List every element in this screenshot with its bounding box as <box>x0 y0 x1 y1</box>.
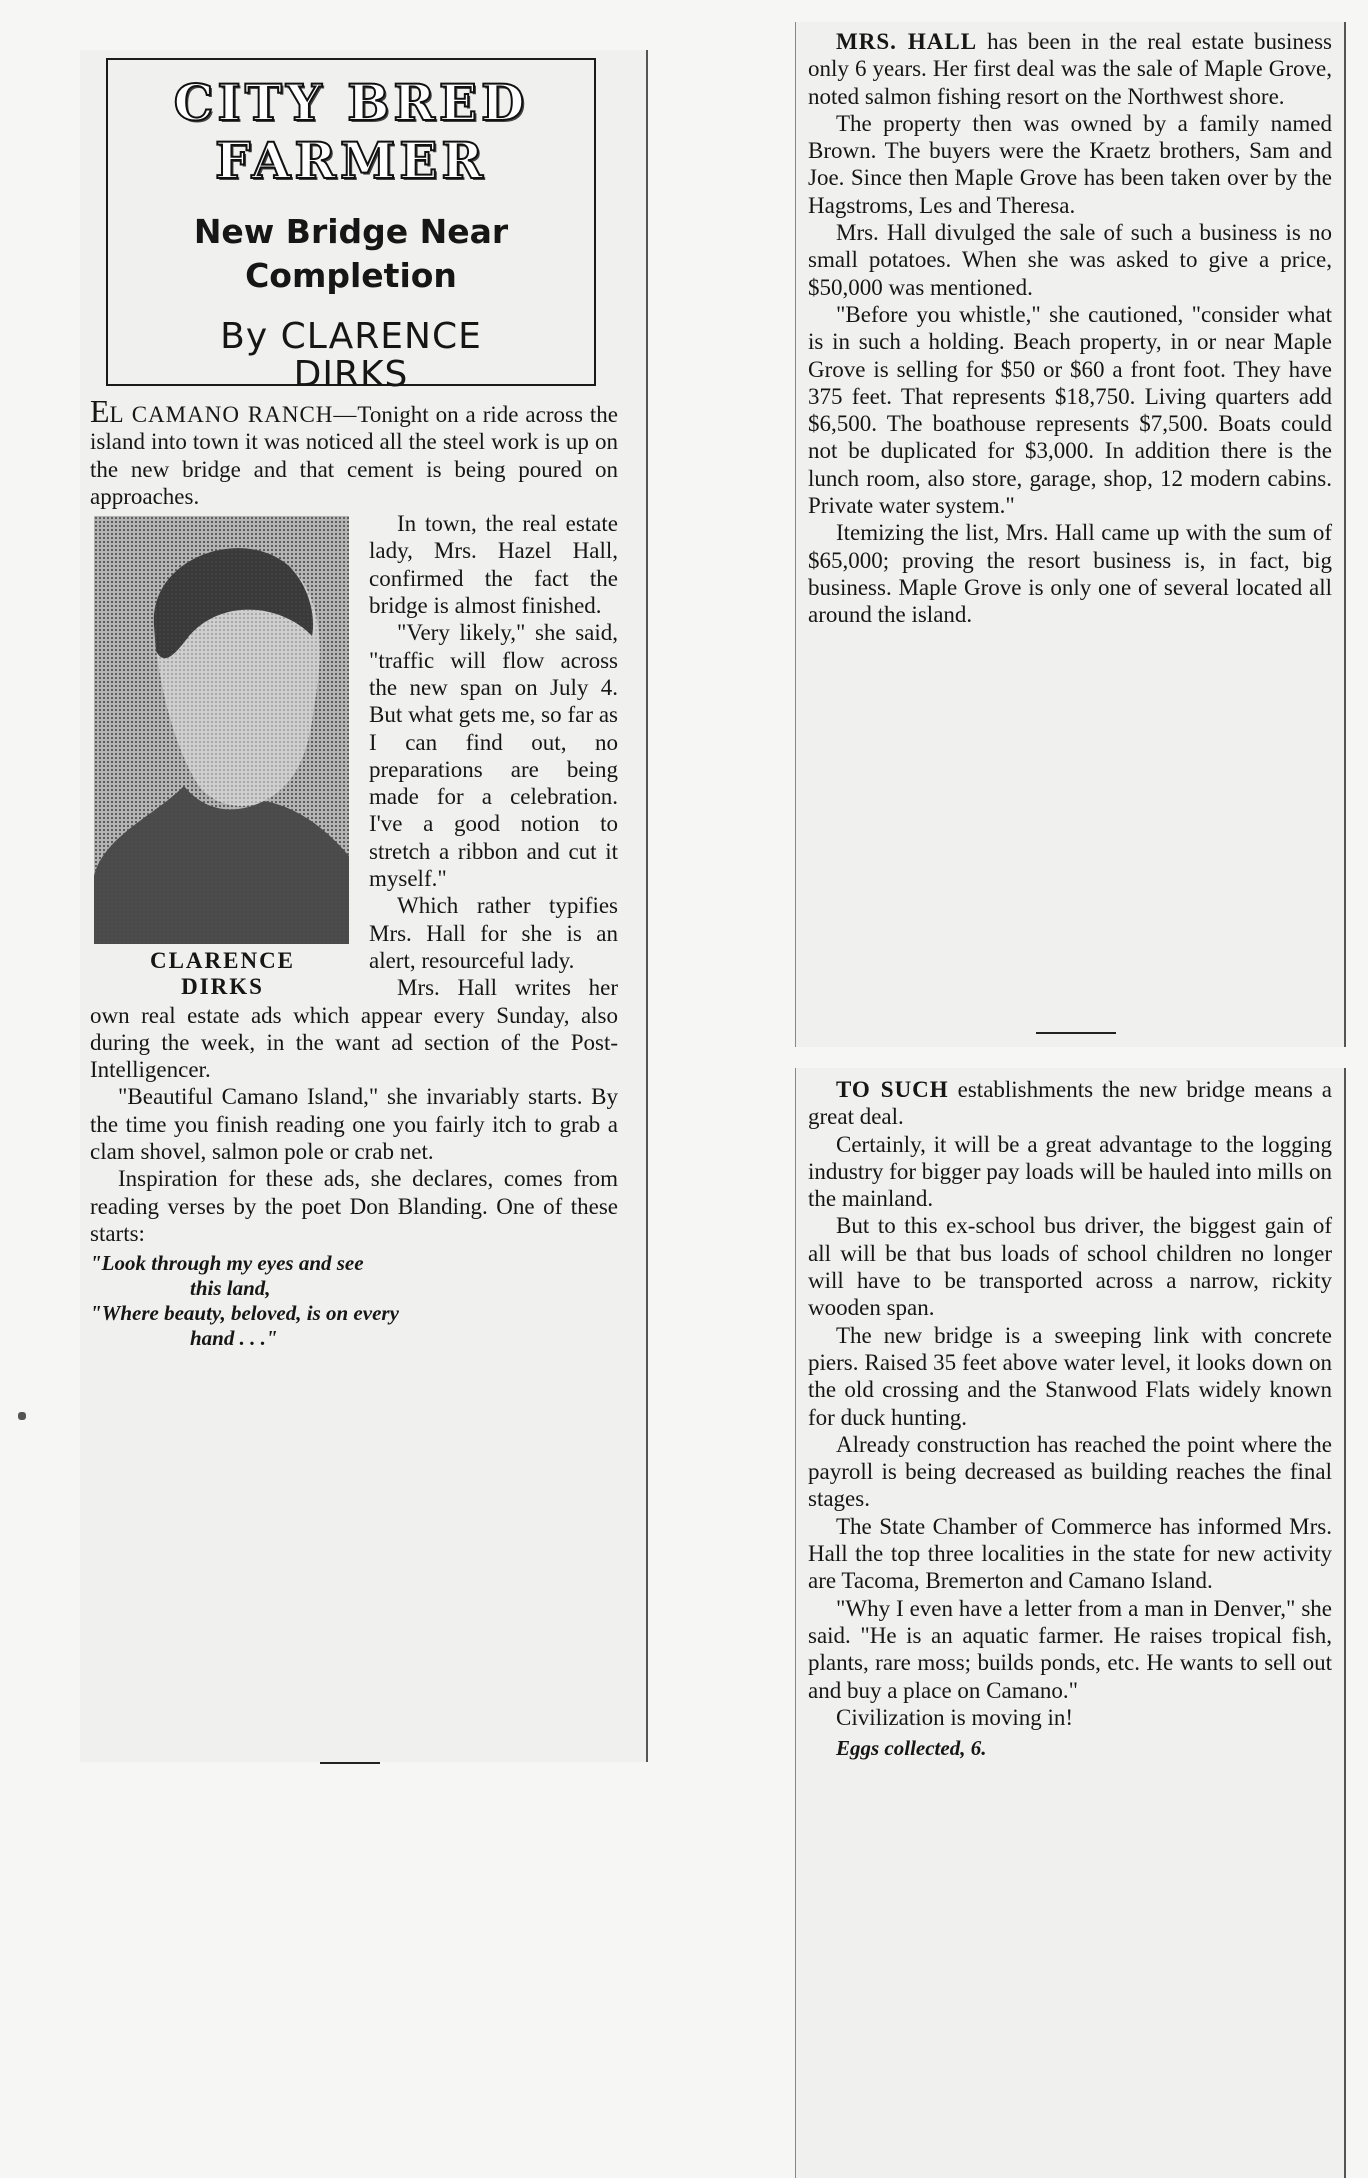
paragraph: Inspiration for these ads, she declares, comes from reading verses by the poet Don Blanding. One of these starts: <box>90 1166 618 1246</box>
paragraph: In town, the real estate lady, Mrs. Hazel Hall, confirmed the fact the bridge is almost finished. <box>369 511 618 619</box>
column-kicker: CITY BRED FARMER <box>173 73 529 190</box>
headline-box <box>106 58 596 395</box>
author-photo <box>90 516 355 1000</box>
verse-quote: "Look through my eyes and see this land, "Where beauty, beloved, is on every hand . . ." <box>90 1251 399 1351</box>
paragraph: "Why I even have a letter from a man in Denver," she said. "He is an aquatic farmer. He raises tropical fish, plants, rare moss; builds ponds, etc. He wants to sell out and buy a place on Camano." <box>808 1595 1332 1703</box>
article-clipping-right-bottom <box>795 1068 1346 2178</box>
article-clipping-right-top <box>795 22 1346 1047</box>
section-rule <box>1036 1032 1116 1034</box>
paragraph: Itemizing the list, Mrs. Hall came up with the sum of $65,000; proving the resort business is, in fact, big business. Maple Grove is only one of several located all around the island. <box>808 520 1332 628</box>
article-column-1 <box>90 393 618 1351</box>
paragraph: EL CAMANO RANCH—Tonight on a ride across the island into town it was noticed all the steel work is up on the new bridge and that cement is being poured on approaches. <box>90 393 618 509</box>
paragraph: But to this ex-school bus driver, the biggest gain of all will be that bus loads of school children no longer will have to be transported across a narrow, rickity wooden span. <box>808 1213 1332 1321</box>
portrait-icon <box>94 516 349 944</box>
signoff: Eggs collected, 6. <box>836 1736 987 1761</box>
photo-caption: CLARENCE DIRKS <box>149 948 296 1000</box>
paragraph: "Before you whistle," she cautioned, "consider what is in such a holding. Beach property, in or near Maple Grove is selling for $50 or $60 a front foot. They have 375 feet. That represents $18,750. Living quarters add $6,500. The boathouse represents $7,500. Boats could not be duplicated for $3,000. In addition there is the lunch room, also store, garage, shop, 12 modern cabins. Private water system." <box>808 301 1332 519</box>
article-column-2 <box>808 28 1332 629</box>
drop-cap: E <box>90 393 110 429</box>
byline: By CLARENCE DIRKS <box>220 316 482 395</box>
end-rule <box>320 1762 380 1764</box>
paragraph: Mrs. Hall divulged the sale of such a business is no small potatoes. When she was asked to give a price, $50,000 was mentioned. <box>808 220 1332 300</box>
paragraph: TO SUCH establishments the new bridge means a great deal. <box>808 1077 1333 1130</box>
dateline: L CAMANO RANCH— <box>109 402 358 427</box>
paragraph: The property then was owned by a family named Brown. The buyers were the Kraetz brothers, Sam and Joe. Since then Maple Grove has been taken over by the Hagstroms, Les and Theresa. <box>808 110 1332 218</box>
paragraph: Certainly, it will be a great advantage to the logging industry for bigger pay loads will be hauled into mills on the mainland. <box>808 1131 1332 1212</box>
paragraph: The new bridge is a sweeping link with concrete piers. Raised 35 feet above water level, it looks down on the old crossing and the Stanwood Flats widely known for duck hunting. <box>808 1322 1332 1430</box>
paragraph: "Beautiful Camano Island," she invariably starts. By the time you finish reading one you fairly itch to grab a clam shovel, salmon pole or crab net. <box>90 1084 618 1165</box>
paragraph: Which rather typifies Mrs. Hall for she is an alert, resourceful lady. <box>369 893 618 973</box>
portrait-image <box>94 516 349 944</box>
paragraph: Civilization is moving in! <box>836 1704 1074 1730</box>
headline-subhead: New Bridge Near Completion <box>193 212 509 295</box>
paragraph: MRS. HALL has been in the real estate business only 6 years. Her first deal was the sale of Maple Grove, noted salmon fishing resort on the Northwest shore. <box>808 29 1332 109</box>
paragraph: Already construction has reached the point where the payroll is being decreased as building reaches the final stages. <box>808 1431 1332 1512</box>
paragraph-lead: MRS. HALL <box>836 29 978 54</box>
article-column-3 <box>808 1076 1332 1762</box>
paragraph-lead: TO SUCH <box>836 1077 949 1102</box>
paragraph: Mrs. Hall writes her own real estate ads which appear every Sunday, also during the week, in the want ad section of the Post-Intelligencer. <box>90 975 618 1083</box>
scan-speck <box>18 1412 26 1420</box>
paragraph: The State Chamber of Commerce has informed Mrs. Hall the top three localities in the state for new activity are Tacoma, Bremerton and Camano Island. <box>808 1513 1332 1594</box>
paragraph: "Very likely," she said, "traffic will flow across the new span on July 4. But what gets me, so far as I can find out, no preparations are being made for a celebration. I've a good notion to stretch a ribbon and cut it myself." <box>369 620 618 892</box>
article-clipping-left <box>80 50 648 1762</box>
